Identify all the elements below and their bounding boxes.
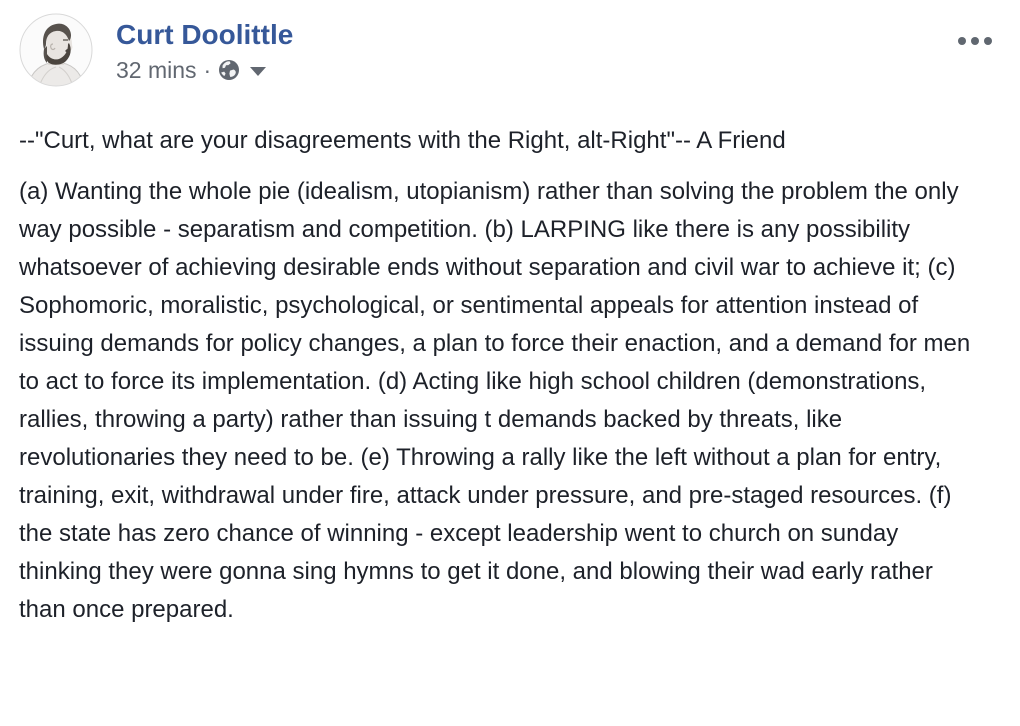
ellipsis-dot bbox=[984, 37, 992, 45]
timestamp[interactable]: 32 mins bbox=[116, 57, 197, 83]
post-quote-line: --"Curt, what are your disagreements with the Right, alt-Right"-- A Friend bbox=[19, 127, 786, 154]
post-content bbox=[19, 122, 983, 629]
post-options-button[interactable] bbox=[952, 31, 998, 51]
meta-separator: · bbox=[203, 57, 212, 83]
avatar[interactable] bbox=[19, 13, 93, 87]
ellipsis-dot bbox=[971, 37, 979, 45]
post-meta bbox=[116, 57, 293, 83]
post-body-text: (a) Wanting the whole pie (idealism, utopianism) rather than solving the problem the only way possible - separatism and competition. (b) LARPING like there is any possibility whatsoever of achieving desirable ends without separation and civil war to achieve it; (c) Sophomoric, moralistic, psychological, or sentimental appeals for attention instead of issuing demands for policy changes, a plan to force their enaction, and a demand for men to act to force its implementation. (d) Acting like high school children (demonstrations, rallies, throwing a party) rather than issuing t demands backed by threats, like revolutionaries they need to be. (e) Throwing a rally like the left without a plan for entry, training, exit, withdrawal under fire, attack under pressure, and pre-staged resources. (f) the state has zero chance of winning - except leadership went to church on sunday thinking they were gonna sing hymns to get it done, and blowing their wad early rather than once prepared. bbox=[19, 178, 971, 623]
post-header bbox=[19, 13, 1000, 88]
ellipsis-dot bbox=[958, 37, 966, 45]
header-text bbox=[116, 13, 293, 83]
author-name-link[interactable]: Curt Doolittle bbox=[116, 19, 294, 50]
globe-public-icon bbox=[218, 59, 240, 81]
avatar-sketch-image bbox=[19, 13, 93, 87]
chevron-down-icon[interactable] bbox=[250, 67, 266, 76]
